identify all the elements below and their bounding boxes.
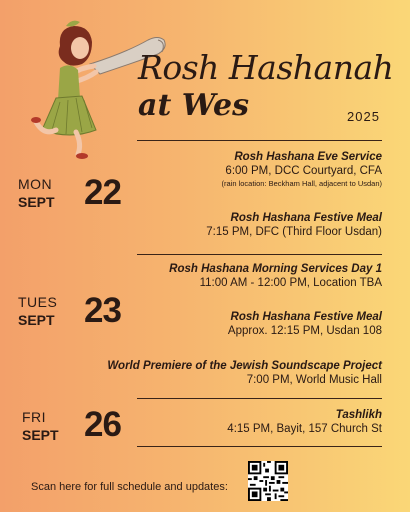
day-of-week: FRI [22,409,47,425]
event [227,408,382,437]
qr-code-icon[interactable] [248,461,288,501]
day-number: 22 [84,173,121,212]
month: SEPT [18,194,55,210]
divider [137,446,382,447]
month: SEPT [22,427,59,443]
title-line-1: Rosh Hashanah [138,48,394,87]
event-title: Rosh Hashana Morning Services Day 1 [169,263,382,275]
month: SEPT [18,312,55,328]
event-detail: 7:15 PM, DFC (Third Floor Usdan) [206,226,382,238]
event-detail: 6:00 PM, DCC Courtyard, CFA [225,165,382,177]
day-number: 23 [84,291,121,330]
divider [137,254,382,255]
event-title: World Premiere of the Jewish Soundscape Project [107,360,382,372]
event-title: Rosh Hashana Eve Service [234,151,382,163]
event [206,211,382,240]
year: 2025 [347,109,380,124]
day-of-week: TUES [18,294,58,310]
event [169,262,382,291]
event-title: Tashlikh [335,409,382,421]
event-detail: 7:00 PM, World Music Hall [246,374,382,386]
event [222,150,383,189]
event [107,359,382,388]
title-line-2: at Wes [138,88,249,123]
divider [137,398,382,399]
day-of-week: MON [18,176,53,192]
event-title: Rosh Hashana Festive Meal [230,311,382,323]
event-note: (rain location: Beckham Hall, adjacent to Usdan) [221,179,382,188]
event-title: Rosh Hashana Festive Meal [230,212,382,224]
scan-instructions: Scan here for full schedule and updates: [31,481,228,493]
divider [137,140,382,141]
event-detail: 11:00 AM - 12:00 PM, Location TBA [199,277,382,289]
event [228,310,382,339]
event-detail: Approx. 12:15 PM, Usdan 108 [227,325,382,337]
event-detail: 4:15 PM, Bayit, 157 Church St [227,423,382,435]
day-number: 26 [84,405,121,444]
